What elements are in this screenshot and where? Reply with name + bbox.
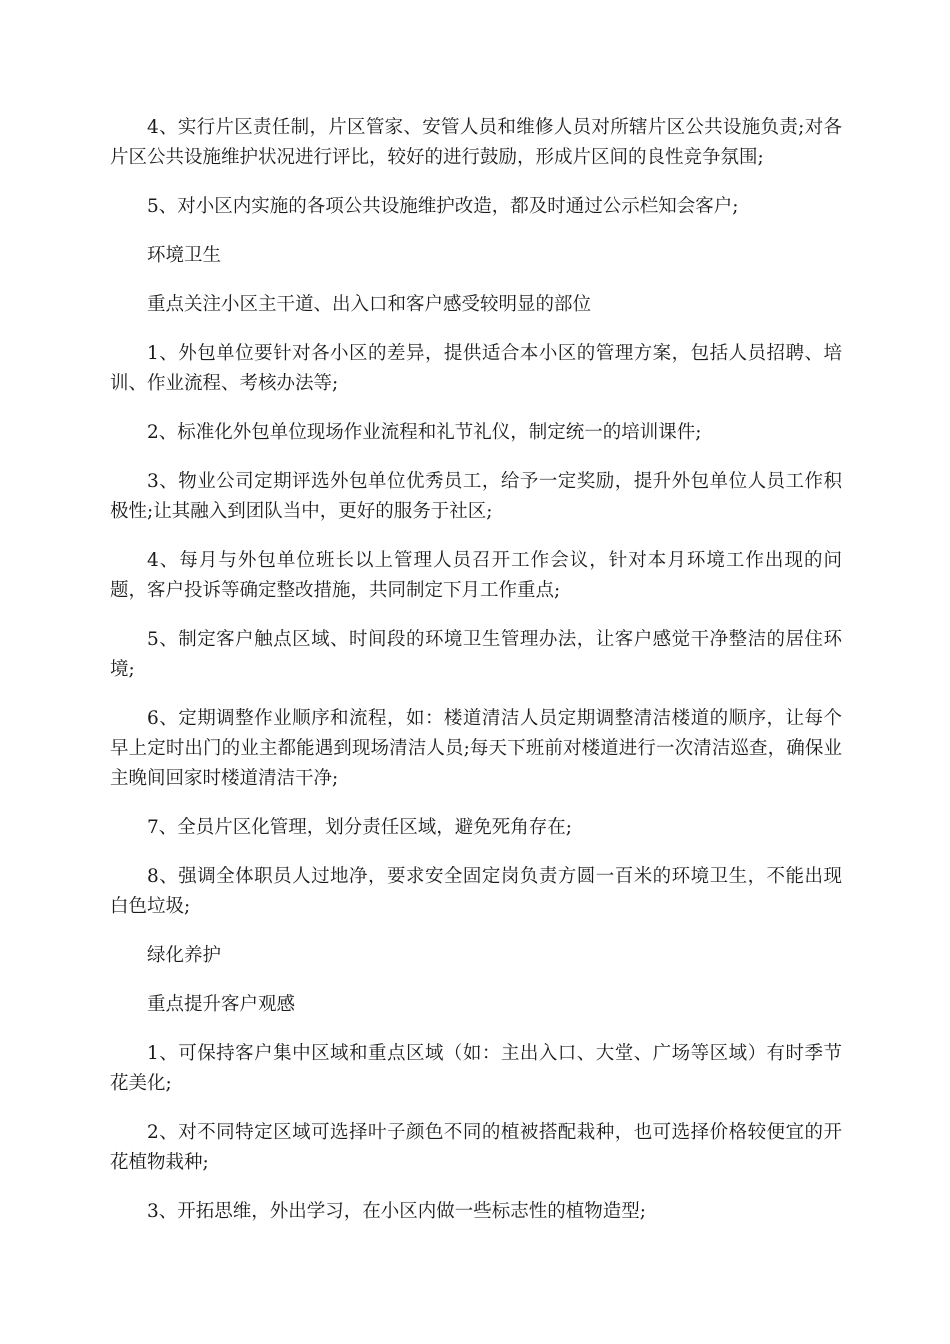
paragraph-environment-item-3: 3、物业公司定期评选外包单位优秀员工，给予一定奖励，提升外包单位人员工作积极性;让其融入到团队当中，更好的服务于社区; [110, 471, 842, 522]
paragraph-environment-item-8: 8、强调全体职员人过地净，要求安全固定岗负责方圆一百米的环境卫生，不能出现白色垃圾; [110, 866, 842, 917]
paragraph-greening-item-1: 1、可保持客户集中区域和重点区域（如：主出入口、大堂、广场等区域）有时季节花美化; [110, 1043, 842, 1094]
paragraph-greening-item-2: 2、对不同特定区域可选择叶子颜色不同的植被搭配栽种，也可选择价格较便宜的开花植物栽种; [110, 1122, 842, 1173]
paragraph-environment-item-1: 1、外包单位要针对各小区的差异，提供适合本小区的管理方案，包括人员招聘、培训、作业流程、考核办法等; [110, 343, 842, 394]
paragraph-facility-item-5: 5、对小区内实施的各项公共设施维护改造，都及时通过公示栏知会客户; [147, 196, 739, 217]
paragraph-environment-item-4: 4、每月与外包单位班长以上管理人员召开工作会议，针对本月环境工作出现的问题，客户投诉等确定整改措施，共同制定下月工作重点; [110, 550, 842, 601]
paragraph-environment-item-6: 6、定期调整作业顺序和流程，如：楼道清洁人员定期调整清洁楼道的顺序，让每个早上定时出门的业主都能遇到现场清洁人员;每天下班前对楼道进行一次清洁巡查，确保业主晚间回家时楼道清洁干净; [110, 708, 842, 789]
section-focus-greening: 重点提升客户观感 [147, 994, 296, 1015]
paragraph-facility-item-4: 4、实行片区责任制，片区管家、安管人员和维修人员对所辖片区公共设施负责;对各片区公共设施维护状况进行评比，较好的进行鼓励，形成片区间的良性竞争氛围; [110, 117, 842, 168]
paragraph-greening-item-3: 3、开拓思维，外出学习，在小区内做一些标志性的植物造型; [147, 1201, 647, 1222]
paragraph-environment-item-5: 5、制定客户触点区域、时间段的环境卫生管理办法，让客户感觉干净整洁的居住环境; [110, 629, 842, 680]
document-body [110, 113, 842, 1246]
section-heading-environment: 环境卫生 [147, 245, 222, 266]
section-focus-environment: 重点关注小区主干道、出入口和客户感受较明显的部位 [147, 294, 592, 315]
paragraph-environment-item-7: 7、全员片区化管理，划分责任区域，避免死角存在; [147, 817, 573, 838]
paragraph-environment-item-2: 2、标准化外包单位现场作业流程和礼节礼仪，制定统一的培训课件; [147, 422, 702, 443]
section-heading-greening: 绿化养护 [147, 945, 222, 966]
